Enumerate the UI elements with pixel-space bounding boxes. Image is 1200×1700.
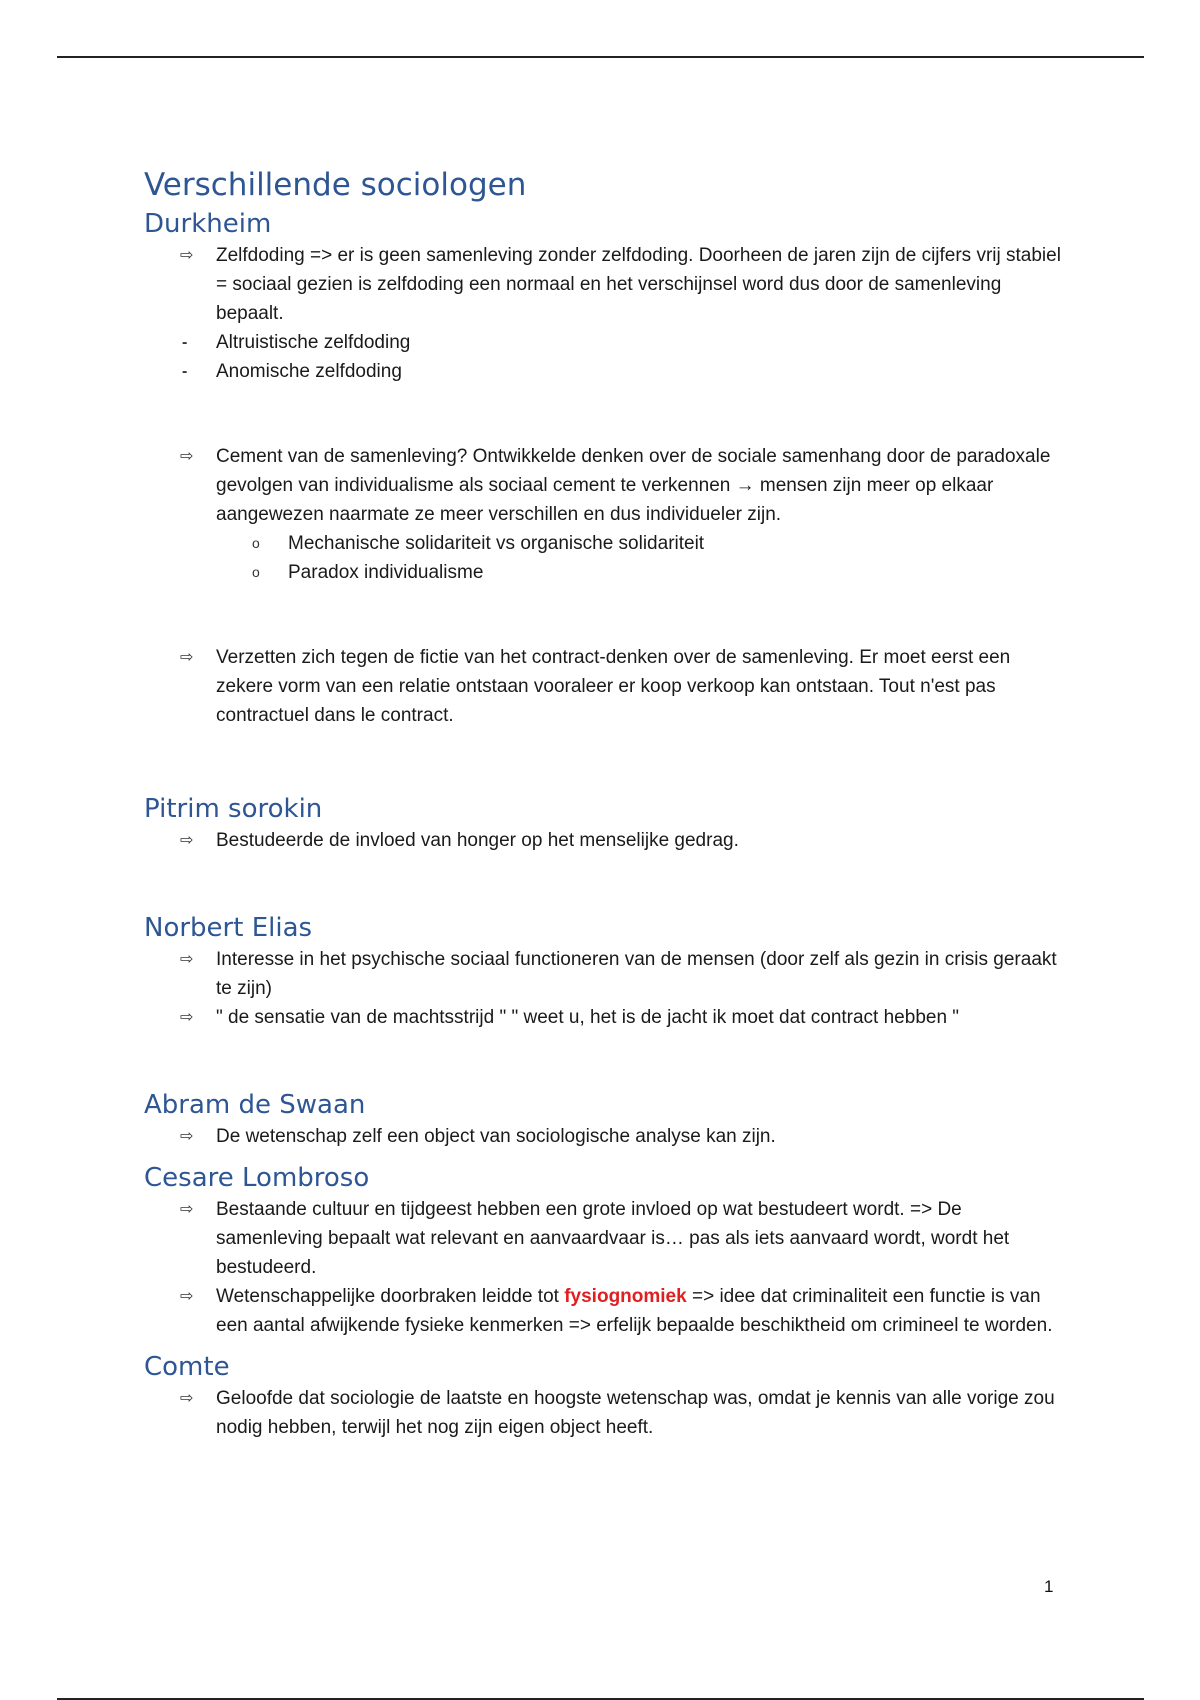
list-item bbox=[144, 1122, 1064, 1151]
arrow-bullet-icon: ⇨ bbox=[180, 832, 194, 849]
heading-elias: Norbert Elias bbox=[144, 913, 313, 943]
list-item bbox=[144, 1003, 1064, 1032]
item-text: Paradox individualisme bbox=[288, 562, 484, 583]
list-item bbox=[144, 328, 1064, 357]
list-item bbox=[144, 529, 1064, 558]
item-text: " de sensatie van de machtsstrijd " " weet u, het is de jacht ik moet dat contract hebben " bbox=[216, 1007, 960, 1028]
item-text-after: => idee dat criminaliteit een functie is van een aantal afwijkende fysieke kenmerken => erfelijk bepaalde beschiktheid om crimineel te worden. bbox=[216, 1286, 1053, 1336]
list-item bbox=[144, 826, 1064, 855]
arrow-bullet-icon: ⇨ bbox=[180, 1288, 194, 1305]
item-text: Anomische zelfdoding bbox=[216, 361, 402, 382]
swaan-list bbox=[144, 1122, 1064, 1151]
heading-swaan: Abram de Swaan bbox=[144, 1090, 366, 1120]
heading-durkheim: Durkheim bbox=[144, 209, 272, 239]
arrow-bullet-icon: ⇨ bbox=[180, 951, 194, 968]
arrow-bullet-icon: ⇨ bbox=[180, 1128, 194, 1145]
document-body bbox=[144, 163, 1064, 1442]
arrow-bullet-icon: ⇨ bbox=[180, 1009, 194, 1026]
list-item bbox=[144, 643, 1064, 730]
list-item bbox=[144, 241, 1064, 328]
item-text: Altruistische zelfdoding bbox=[216, 332, 411, 353]
sorokin-list bbox=[144, 826, 1064, 855]
list-item bbox=[144, 945, 1064, 1003]
item-text: Interesse in het psychische sociaal functioneren van de mensen (door zelf als gezin in crisis geraakt te zijn) bbox=[216, 949, 1057, 999]
circle-bullet-icon: o bbox=[252, 535, 260, 551]
item-text: Mechanische solidariteit vs organische solidariteit bbox=[288, 533, 705, 554]
durkheim-list-2 bbox=[144, 442, 1064, 587]
dash-bullet-icon: - bbox=[182, 334, 188, 351]
list-item bbox=[144, 1384, 1064, 1442]
arrow-bullet-icon: ⇨ bbox=[180, 1201, 194, 1218]
comte-list bbox=[144, 1384, 1064, 1442]
arrow-bullet-icon: ⇨ bbox=[180, 247, 194, 264]
list-item bbox=[144, 558, 1064, 587]
lombroso-list bbox=[144, 1195, 1064, 1340]
item-text-before: Wetenschappelijke doorbraken leidde tot bbox=[216, 1286, 565, 1307]
durkheim-list-3 bbox=[144, 643, 1064, 730]
list-item bbox=[144, 357, 1064, 386]
item-text: Zelfdoding => er is geen samenleving zonder zelfdoding. Doorheen de jaren zijn de cijfers vrij stabiel = sociaal gezien is zelfdoding een normaal en het verschijnsel word dus door de samenleving bepaalt. bbox=[216, 245, 1061, 324]
document-title: Verschillende sociologen bbox=[144, 167, 527, 203]
heading-sorokin: Pitrim sorokin bbox=[144, 794, 323, 824]
dash-bullet-icon: - bbox=[182, 363, 188, 380]
item-text: Bestudeerde de invloed van honger op het menselijke gedrag. bbox=[216, 830, 739, 851]
list-item bbox=[144, 1282, 1064, 1340]
heading-comte: Comte bbox=[144, 1352, 230, 1382]
item-text: De wetenschap zelf een object van sociologische analyse kan zijn. bbox=[216, 1126, 776, 1147]
page-number: 1 bbox=[1044, 1577, 1054, 1596]
list-item bbox=[144, 442, 1064, 529]
header-rule bbox=[57, 56, 1144, 58]
highlighted-term: fysiognomiek bbox=[564, 1286, 687, 1307]
heading-lombroso: Cesare Lombroso bbox=[144, 1163, 370, 1193]
arrow-bullet-icon: ⇨ bbox=[180, 448, 194, 465]
list-item bbox=[144, 1195, 1064, 1282]
circle-bullet-icon: o bbox=[252, 564, 260, 580]
durkheim-list bbox=[144, 241, 1064, 386]
elias-list bbox=[144, 945, 1064, 1032]
item-text: Verzetten zich tegen de fictie van het contract-denken over de samenleving. Er moet eerst een zekere vorm van een relatie ontstaan vooraleer er koop verkoop kan ontstaan. Tout n'est pas contractuel dans le contract. bbox=[216, 647, 1011, 726]
item-text: Geloofde dat sociologie de laatste en hoogste wetenschap was, omdat je kennis van alle vorige zou nodig hebben, terwijl het nog zijn eigen object heeft. bbox=[216, 1388, 1055, 1438]
item-text: Cement van de samenleving? Ontwikkelde denken over de sociale samenhang door de paradoxale gevolgen van individualisme als sociaal cement te verkennen → mensen zijn meer op elkaar aangewezen naarmate ze meer verschillen en dus individueler zijn. bbox=[216, 446, 1051, 525]
arrow-bullet-icon: ⇨ bbox=[180, 649, 194, 666]
item-text: Bestaande cultuur en tijdgeest hebben een grote invloed op wat bestudeert wordt. => De samenleving bepaalt wat relevant en aanvaardvaar is… pas als iets aanvaard wordt, wordt het bestudeerd. bbox=[216, 1199, 1010, 1278]
arrow-bullet-icon: ⇨ bbox=[180, 1390, 194, 1407]
